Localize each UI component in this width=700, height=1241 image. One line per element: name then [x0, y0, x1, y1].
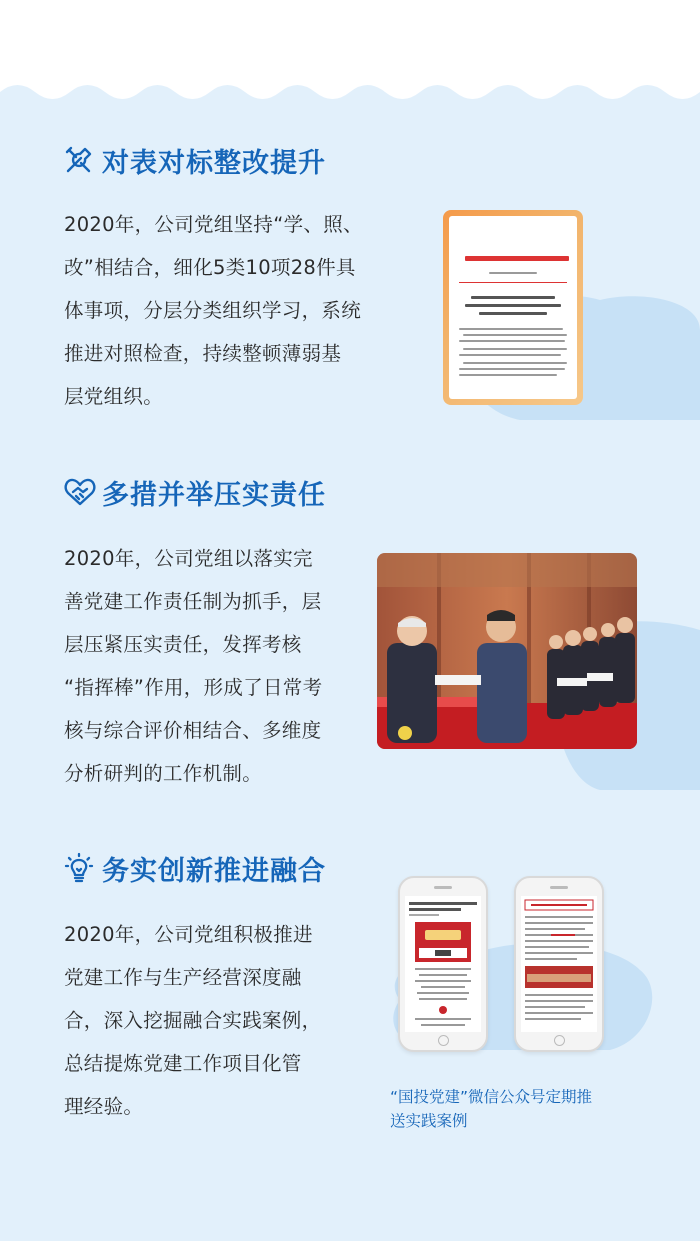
- ceremony-photo: [377, 553, 637, 749]
- text-line: [459, 328, 563, 330]
- phone-speaker: [550, 886, 568, 889]
- section-body-1: [64, 203, 363, 418]
- text-line: [463, 334, 567, 336]
- text-line: [459, 374, 557, 376]
- text-line: [459, 354, 561, 356]
- phone-caption: [390, 1085, 592, 1133]
- caption-line: 送实践案例: [390, 1112, 468, 1130]
- handshake-heart-icon: [64, 476, 96, 508]
- section-body-2: [64, 537, 322, 795]
- phone-home-button: [554, 1035, 565, 1046]
- phone-screen: [521, 896, 597, 1032]
- text-line: [471, 296, 555, 299]
- caption-line: “国投党建”微信公众号定期推: [390, 1088, 593, 1106]
- section-title-3: [64, 846, 326, 890]
- text-line: [463, 362, 567, 364]
- phone-mockup-1: [398, 876, 488, 1052]
- document-red-header: [465, 256, 569, 261]
- document-thumbnail: [443, 210, 583, 405]
- wrench-screwdriver-icon: [64, 144, 96, 176]
- text-line: [465, 304, 561, 307]
- section-title-text: 务实创新推进融合: [102, 855, 326, 887]
- text-line: [463, 348, 567, 350]
- body-line: 改”相结合，细化5类10项28件具: [64, 256, 356, 279]
- phone-home-button: [438, 1035, 449, 1046]
- body-line: 2020年，公司党组坚持“学、照、: [64, 213, 363, 236]
- text-line: [489, 272, 537, 274]
- body-line: 2020年，公司党组以落实完: [64, 547, 313, 570]
- body-line: 层党组织。: [64, 385, 164, 408]
- section-title-2: [64, 470, 326, 514]
- text-line: [479, 312, 547, 315]
- body-line: 理经验。: [64, 1095, 144, 1118]
- body-line: 党建工作与生产经营深度融: [64, 966, 302, 989]
- body-line: 体事项，分层分类组织学习，系统: [64, 299, 362, 322]
- section-title-1: [64, 138, 326, 182]
- phone-screen: [405, 896, 481, 1032]
- body-line: 分析研判的工作机制。: [64, 762, 263, 785]
- phone-speaker: [434, 886, 452, 889]
- phone-mockup-2: [514, 876, 604, 1052]
- lightbulb-icon: [64, 852, 96, 884]
- body-line: 善党建工作责任制为抓手，层: [64, 590, 322, 613]
- section-title-text: 多措并举压实责任: [102, 479, 326, 511]
- body-line: “指挥棒”作用，形成了日常考: [64, 676, 323, 699]
- document-paper: [449, 216, 577, 399]
- body-line: 总结提炼党建工作项目化管: [64, 1052, 302, 1075]
- section-title-text: 对表对标整改提升: [102, 147, 326, 179]
- text-line: [459, 340, 565, 342]
- body-line: 推进对照检查，持续整顿薄弱基: [64, 342, 342, 365]
- section-body-3: [64, 913, 321, 1128]
- body-line: 合，深入挖掘融合实践案例，: [64, 1009, 322, 1032]
- body-line: 核与综合评价相结合、多维度: [64, 719, 322, 742]
- text-line: [459, 368, 565, 370]
- body-line: 层压紧压实责任，发挥考核: [64, 633, 302, 656]
- document-red-rule: [459, 282, 567, 283]
- body-line: 2020年，公司党组积极推进: [64, 923, 313, 946]
